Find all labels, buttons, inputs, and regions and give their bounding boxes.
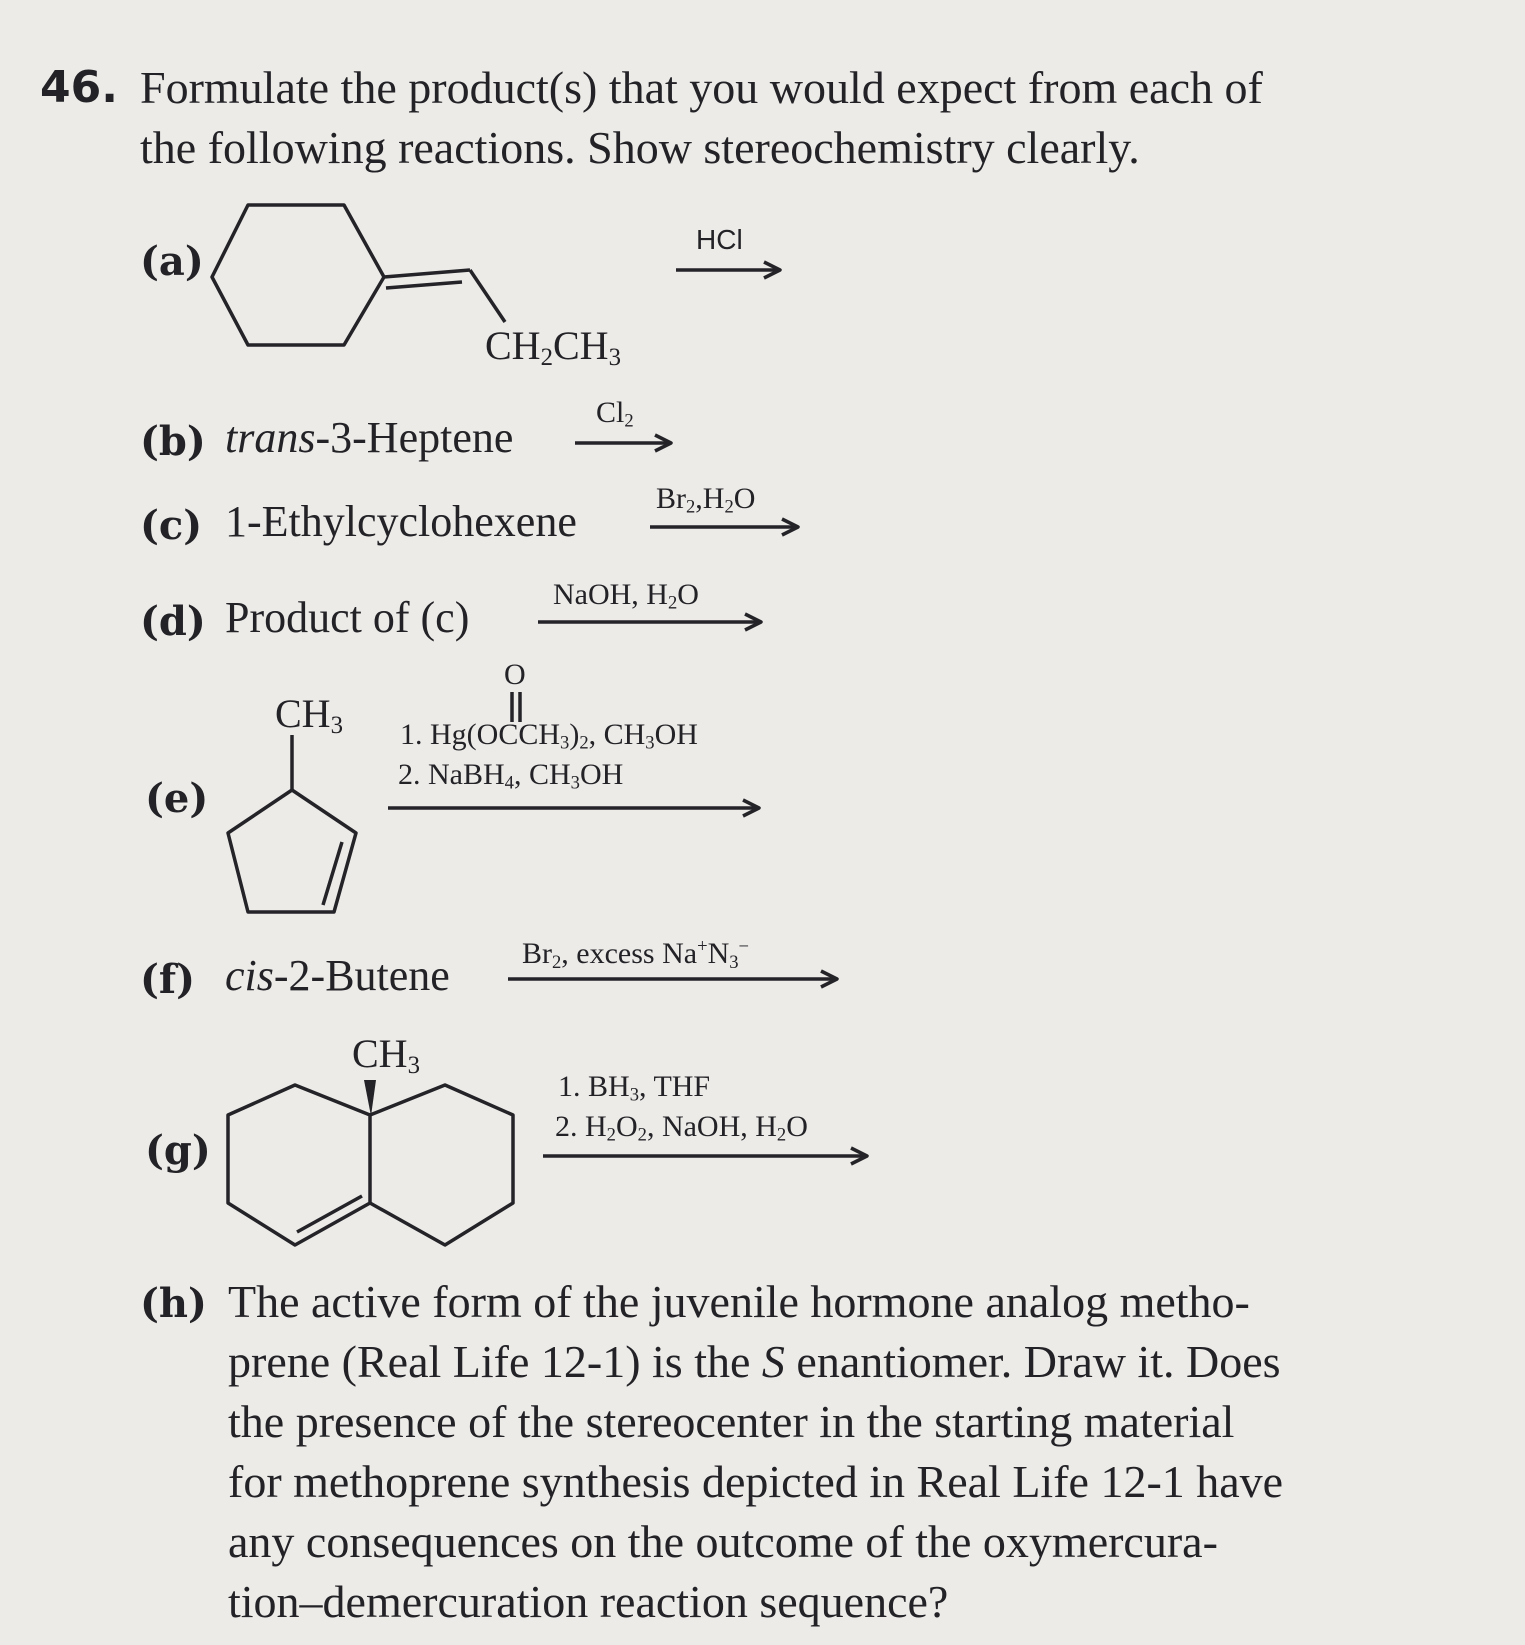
decalin-left-ring: [228, 1085, 370, 1245]
compound-c: 1-Ethylcyclohexene: [225, 497, 577, 546]
label-f: (f): [140, 956, 196, 1003]
problem-number: 46.: [40, 62, 118, 113]
compound-b: trans-3-Heptene: [225, 413, 514, 462]
problem-text-line-1: Formulate the product(s) that you would expect from each of: [140, 62, 1263, 113]
h-text-line-2: prene (Real Life 12-1) is the S enantiomer. Draw it. Does: [228, 1336, 1281, 1387]
label-c: (c): [140, 502, 203, 549]
reagent-f: $Br_2$, excess $Na^+N_3^-$: [522, 936, 750, 973]
carbonyl-oxygen: O: [504, 658, 526, 691]
compound-f: cis-2-Butene: [225, 951, 450, 1000]
h-text-line-1: The active form of the juvenile hormone analog metho-: [228, 1276, 1250, 1327]
reagent-g-step-1: 1. $BH_3$, THF: [558, 1070, 711, 1106]
exocyclic-double-bond: [384, 270, 470, 277]
h-text-line-4: for methoprene synthesis depicted in Real Life 12-1 have: [228, 1456, 1284, 1507]
reagent-a: HCl: [696, 224, 743, 255]
methyl-group-g: $CH_3$: [352, 1031, 420, 1080]
problem-text-line-2: the following reactions. Show stereochemistry clearly.: [140, 122, 1140, 173]
wedge-bond-g: [364, 1080, 376, 1116]
reagent-e-step-2: 2. NaBH$_4$, $CH_3OH$: [398, 758, 624, 794]
stereo-descriptor-s: S: [761, 1336, 785, 1387]
label-h: (h): [140, 1280, 207, 1327]
label-g: (g): [145, 1127, 211, 1174]
reagent-c: $Br_2,H_2O$: [656, 482, 756, 518]
substituent-a: $CH_2CH_3$: [485, 323, 621, 372]
h-text-line-5: any consequences on the outcome of the oxymercura-: [228, 1516, 1218, 1567]
reagent-g-step-2: 2. $H_2O_2$, NaOH, $H_2O$: [555, 1110, 808, 1146]
compound-d: Product of (c): [225, 593, 470, 642]
cyclohexane-ring-a: [212, 205, 384, 345]
reagent-b: $Cl_2$: [596, 396, 634, 432]
ethyl-bond-a: [470, 270, 505, 322]
label-d: (d): [140, 598, 206, 645]
label-a: (a): [140, 238, 204, 285]
label-b: (b): [140, 418, 206, 465]
h-text-line-3: the presence of the stereocenter in the starting material: [228, 1396, 1235, 1447]
h-text-line-6: tion–demercuration reaction sequence?: [228, 1576, 949, 1627]
methyl-group-e: $CH_3$: [275, 691, 343, 740]
reagent-d: NaOH, $H_2O$: [553, 578, 699, 614]
label-e: (e): [145, 775, 209, 822]
reagent-e-step-1: 1. $Hg(OCCH_3)_2$, $CH_3OH$: [400, 718, 698, 754]
decalin-right-ring: [370, 1085, 513, 1245]
cyclopentene-ring: [228, 790, 356, 912]
